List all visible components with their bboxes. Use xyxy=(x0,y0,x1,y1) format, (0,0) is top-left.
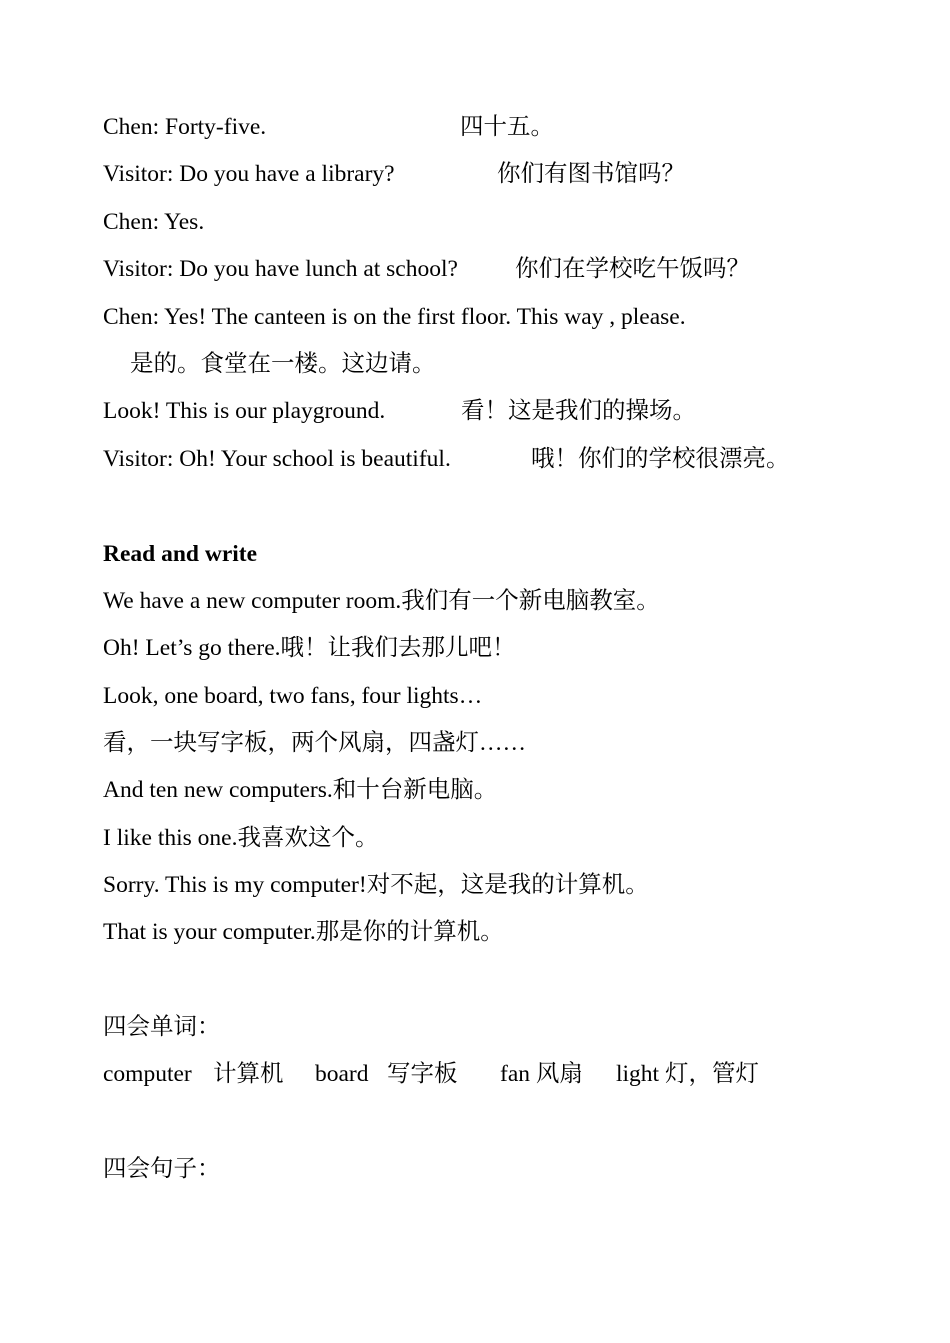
vocab-word-board: board xyxy=(315,1061,369,1087)
dialogue-line-7-chinese: 看！这是我们的操场。 xyxy=(461,398,696,424)
dialogue-line-6-chinese: 是的。食堂在一楼。这边请。 xyxy=(130,351,436,377)
dialogue-line-1-chinese: 四十五。 xyxy=(460,114,554,140)
dialogue-line-4-english: Visitor: Do you have lunch at school? xyxy=(103,256,458,282)
dialogue-line-5 xyxy=(103,302,686,332)
dialogue-line-1-english: Chen: Forty-five. xyxy=(103,114,267,140)
dialogue-line-8 xyxy=(103,444,790,474)
read-write-line: 看，一块写字板，两个风扇，四盏灯…… xyxy=(103,730,526,756)
sentences-heading: 四会句子： xyxy=(103,1156,221,1182)
dialogue-line-7 xyxy=(103,396,696,426)
dialogue-line-3-english: Chen: Yes. xyxy=(103,209,205,235)
vocab-word-fan: fan 风扇 xyxy=(500,1061,583,1087)
dialogue-line-2-chinese: 你们有图书馆吗？ xyxy=(497,161,685,187)
read-write-line: I like this one.我喜欢这个。 xyxy=(103,825,379,851)
dialogue-line-3 xyxy=(103,207,204,237)
dialogue-line-4-chinese: 你们在学校吃午饭吗？ xyxy=(515,256,750,282)
read-write-line: And ten new computers.和十台新电脑。 xyxy=(103,777,498,803)
read-write-heading: Read and write xyxy=(103,541,258,567)
read-write-line: That is your computer.那是你的计算机。 xyxy=(103,919,504,945)
dialogue-line-6 xyxy=(130,349,436,379)
vocab-word-board-chinese: 写字板 xyxy=(387,1061,458,1087)
vocab-word-computer: computer xyxy=(103,1061,192,1087)
read-write-line: Sorry. This is my computer!对不起，这是我的计算机。 xyxy=(103,872,649,898)
dialogue-line-2-english: Visitor: Do you have a library? xyxy=(103,161,395,187)
vocab-word-light: light 灯，管灯 xyxy=(616,1061,759,1087)
dialogue-line-5-english: Chen: Yes! The canteen is on the first floor. This way , please. xyxy=(103,304,686,330)
vocab-line xyxy=(103,1059,759,1089)
dialogue-line-8-english: Visitor: Oh! Your school is beautiful. xyxy=(103,446,451,472)
read-write-line: Look, one board, two fans, four lights… xyxy=(103,683,483,709)
read-write-line: We have a new computer room.我们有一个新电脑教室。 xyxy=(103,588,660,614)
dialogue-line-7-english: Look! This is our playground. xyxy=(103,398,386,424)
vocab-word-computer-chinese: 计算机 xyxy=(213,1061,284,1087)
dialogue-line-4 xyxy=(103,254,750,284)
read-write-line: Oh! Let’s go there.哦！让我们去那儿吧！ xyxy=(103,635,516,661)
dialogue-line-8-chinese: 哦！你们的学校很漂亮。 xyxy=(531,446,790,472)
vocab-heading: 四会单词： xyxy=(103,1014,221,1040)
dialogue-line-2 xyxy=(103,159,685,189)
dialogue-line-1 xyxy=(103,112,554,142)
